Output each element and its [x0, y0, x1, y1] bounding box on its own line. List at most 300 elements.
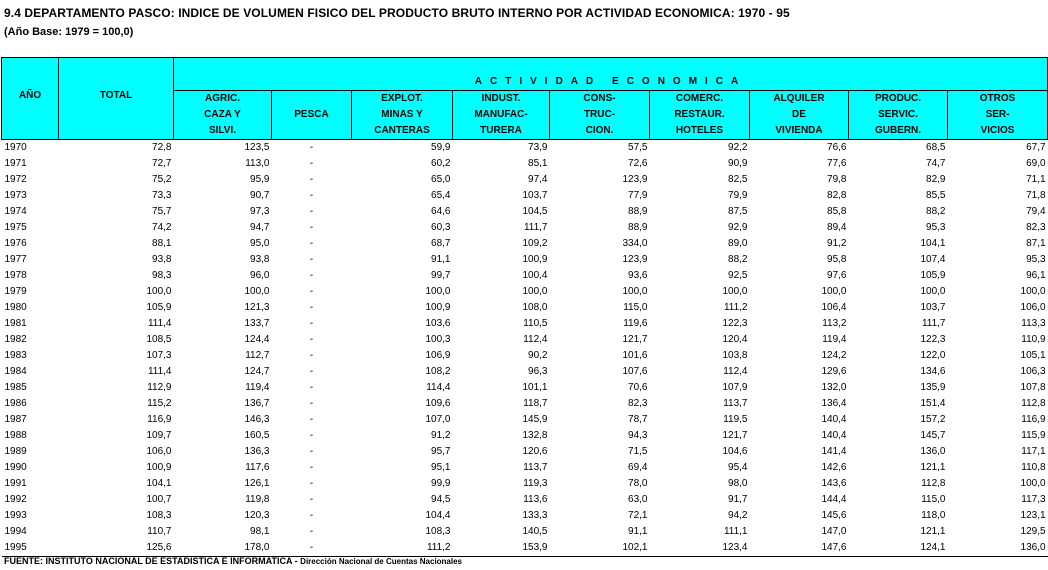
table-row — [2, 300, 1048, 316]
table-cell: 60,2 — [431, 158, 451, 169]
row-year: 1976 — [4, 238, 27, 249]
table-cell: - — [309, 270, 314, 281]
table-row — [2, 428, 1048, 444]
table-cell: 82,9 — [926, 174, 946, 185]
table-cell: 106,0 — [146, 446, 172, 457]
table-cell: 133,7 — [244, 318, 270, 329]
table-cell: - — [309, 206, 314, 217]
table-cell: 141,4 — [821, 446, 847, 457]
table-cell: 96,3 — [528, 366, 548, 377]
table-subtitle: (Año Base: 1979 = 100,0) — [4, 26, 134, 38]
header-col-1 — [272, 91, 352, 140]
table-cell: 113,7 — [523, 462, 548, 473]
table-cell: 91,2 — [827, 238, 847, 249]
table-cell: 125,6 — [59, 540, 174, 557]
table-cell: 75,7 — [152, 206, 172, 217]
header-line: SER- — [985, 109, 1010, 120]
header-line: RESTAUR. — [674, 109, 725, 120]
header-col-5 — [650, 91, 750, 140]
table-cell: 79,9 — [728, 190, 748, 201]
table-cell: - — [309, 414, 314, 425]
table-cell: 136,0 — [920, 446, 946, 457]
table-cell: 68,7 — [431, 238, 451, 249]
table-cell: 116,9 — [147, 414, 172, 425]
table-cell: 151,4 — [920, 398, 946, 409]
table-cell: 121,3 — [244, 302, 270, 313]
table-cell: 108,3 — [146, 510, 172, 521]
table-cell: 129,5 — [1020, 526, 1046, 537]
table-cell: 121,1 — [920, 526, 946, 537]
table-cell: 110,9 — [1021, 334, 1046, 345]
table-cell: 88,9 — [628, 222, 648, 233]
table-cell: 91,7 — [728, 494, 748, 505]
row-year: 1987 — [4, 414, 27, 425]
table-cell: 75,2 — [152, 174, 172, 185]
table-cell: - — [309, 478, 314, 489]
table-header — [2, 58, 1048, 140]
table-cell: 103,6 — [425, 318, 451, 329]
table-cell: 112,9 — [147, 382, 172, 393]
table-cell: 123,1 — [1020, 510, 1046, 521]
table-cell: - — [272, 540, 352, 557]
table-row — [2, 252, 1048, 268]
table-cell: 100,0 — [722, 286, 748, 297]
table-cell: 99,7 — [431, 270, 451, 281]
table-cell: 108,2 — [425, 366, 451, 377]
table-cell: 136,4 — [821, 398, 847, 409]
table-cell: 136,7 — [244, 398, 270, 409]
table-cell: 65,0 — [431, 174, 451, 185]
table-cell: 100,0 — [244, 286, 270, 297]
table-cell: 82,8 — [827, 190, 847, 201]
table-cell: 121,1 — [920, 462, 946, 473]
header-line: VIVIENDA — [775, 125, 823, 136]
source-label: FUENTE: INSTITUTO NACIONAL DE ESTADISTICA E INFORMATICA - — [4, 556, 301, 566]
table-cell: 123,4 — [650, 540, 750, 557]
table-cell: - — [309, 494, 314, 505]
table-cell: 110,5 — [523, 318, 548, 329]
table-cell: 122,0 — [920, 350, 946, 361]
table-cell: 122,3 — [722, 318, 748, 329]
header-col-6 — [750, 91, 849, 140]
header-line: SERVIC. — [878, 109, 918, 120]
table-cell: 95,7 — [431, 446, 451, 457]
row-year: 1983 — [4, 350, 27, 361]
table-cell: 85,8 — [827, 206, 847, 217]
table-cell: 87,5 — [728, 206, 748, 217]
header-line: PRODUC. — [874, 93, 922, 104]
table-cell: 115,0 — [623, 302, 648, 313]
table-row — [2, 476, 1048, 492]
table-cell: 111,4 — [147, 318, 172, 329]
table-cell: 120,3 — [244, 510, 270, 521]
table-cell: 111,2 — [723, 302, 748, 313]
source-note — [4, 556, 462, 566]
table-cell: 105,1 — [1020, 350, 1046, 361]
table-cell: 64,6 — [431, 206, 451, 217]
table-cell: 113,6 — [523, 494, 548, 505]
table-cell: 94,2 — [728, 510, 748, 521]
header-line: EXPLOT. — [381, 93, 423, 104]
table-cell: 65,4 — [431, 190, 451, 201]
table-cell: - — [309, 142, 314, 153]
table-cell: 115,0 — [921, 494, 946, 505]
table-cell: 113,2 — [822, 318, 847, 329]
table-cell: 91,1 — [628, 526, 648, 537]
table-cell: 106,9 — [425, 350, 451, 361]
header-line: VICIOS — [980, 125, 1015, 136]
table-cell: 113,7 — [723, 398, 748, 409]
table-row — [2, 236, 1048, 252]
table-cell: 147,6 — [750, 540, 849, 557]
table-cell: 85,1 — [528, 158, 548, 169]
table-cell: 146,3 — [244, 414, 270, 425]
table-cell: 116,9 — [1021, 414, 1046, 425]
table-cell: 95,8 — [827, 254, 847, 265]
table-cell: 144,4 — [821, 494, 847, 505]
header-line: CAZA Y — [204, 109, 241, 120]
table-cell: 77,6 — [827, 158, 847, 169]
table-cell: 90,2 — [528, 350, 548, 361]
table-cell: 71,5 — [628, 446, 648, 457]
table-cell: 136,0 — [948, 540, 1048, 557]
table-cell: 71,8 — [1026, 190, 1046, 201]
table-cell: 124,1 — [849, 540, 948, 557]
table-cell: 74,2 — [152, 222, 172, 233]
table-cell: 107,0 — [425, 414, 451, 425]
table-cell: 105,9 — [146, 302, 172, 313]
table-cell: 88,1 — [152, 238, 172, 249]
table-cell: 98,0 — [728, 478, 748, 489]
source-sub: Dirección Nacional de Cuentas Nacionales — [300, 557, 463, 566]
table-cell: 120,4 — [722, 334, 748, 345]
table-cell: 100,9 — [146, 462, 172, 473]
header-line: TURERA — [480, 125, 522, 136]
table-cell: 124,7 — [244, 366, 270, 377]
table-cell: 67,7 — [1026, 142, 1046, 153]
table-cell: - — [309, 302, 314, 313]
table-cell: 73,9 — [528, 142, 548, 153]
table-cell: 95,1 — [431, 462, 451, 473]
table-cell: 93,6 — [628, 270, 648, 281]
table-cell: 92,9 — [728, 222, 748, 233]
table-cell: 100,0 — [1020, 286, 1046, 297]
table-cell: 123,5 — [244, 142, 270, 153]
table-cell: 124,4 — [244, 334, 270, 345]
header-col-0 — [174, 91, 272, 140]
table-cell: 101,6 — [622, 350, 648, 361]
row-year: 1990 — [4, 462, 27, 473]
row-year: 1973 — [4, 190, 27, 201]
table-cell: 119,5 — [723, 414, 748, 425]
header-line: GUBERN. — [874, 125, 922, 136]
table-cell: 104,1 — [920, 238, 946, 249]
table-cell: - — [309, 462, 314, 473]
table-cell: - — [309, 526, 314, 537]
row-year: 1975 — [4, 222, 27, 233]
header-line: SILVI. — [208, 125, 237, 136]
row-year: 1979 — [4, 286, 27, 297]
header-line: MINAS Y — [381, 109, 423, 120]
table-cell: 87,1 — [1026, 238, 1046, 249]
table-cell: 63,0 — [628, 494, 648, 505]
row-year: 1972 — [4, 174, 27, 185]
table-cell: 134,6 — [920, 366, 946, 377]
table-cell: 79,8 — [827, 174, 847, 185]
table-cell: 72,1 — [628, 510, 648, 521]
table-cell: 111,4 — [147, 366, 172, 377]
table-cell: - — [309, 382, 314, 393]
header-line: CANTERAS — [374, 125, 430, 136]
table-cell: 89,0 — [728, 238, 748, 249]
table-cell: 71,1 — [1026, 174, 1046, 185]
table-cell: 102,1 — [550, 540, 650, 557]
table-cell: 97,6 — [827, 270, 847, 281]
row-year: 1993 — [4, 510, 27, 521]
table-cell: 112,8 — [1021, 398, 1046, 409]
table-cell: 92,5 — [728, 270, 748, 281]
table-cell: 112,4 — [523, 334, 548, 345]
table-cell: 82,3 — [628, 398, 648, 409]
row-year: 1971 — [4, 158, 27, 169]
table-row — [2, 364, 1048, 380]
table-cell: 95,3 — [1026, 254, 1046, 265]
table-cell: 100,9 — [522, 254, 548, 265]
row-year: 1989 — [4, 446, 27, 457]
table-cell: 94,5 — [431, 494, 451, 505]
table-cell: 104,6 — [722, 446, 748, 457]
table-cell: - — [309, 174, 314, 185]
table-cell: 69,4 — [628, 462, 648, 473]
table-cell: 91,1 — [431, 254, 451, 265]
header-col-3 — [453, 91, 550, 140]
table-cell: 98,1 — [250, 526, 270, 537]
table-cell: 97,4 — [528, 174, 548, 185]
row-year: 1985 — [4, 382, 27, 393]
table-cell: 74,7 — [926, 158, 946, 169]
header-line: INDUST. — [481, 93, 521, 104]
table-cell: 118,0 — [921, 510, 946, 521]
table-cell: 96,0 — [250, 270, 270, 281]
table-cell: 147,0 — [821, 526, 847, 537]
table-row — [2, 332, 1048, 348]
table-cell: 104,4 — [425, 510, 451, 521]
table-cell: 89,4 — [827, 222, 847, 233]
header-line: PESCA — [294, 109, 329, 120]
table-cell: 76,6 — [827, 142, 847, 153]
table-cell: - — [309, 286, 314, 297]
table-cell: 117,6 — [245, 462, 270, 473]
table-cell: 100,4 — [522, 270, 548, 281]
table-cell: 115,9 — [1021, 430, 1046, 441]
table-cell: 104,5 — [522, 206, 548, 217]
table-cell: 140,4 — [821, 414, 847, 425]
table-cell: 117,3 — [1021, 494, 1046, 505]
header-line: ALQUILER — [773, 93, 825, 104]
table-cell: 103,7 — [920, 302, 946, 313]
table-cell: 113,3 — [1021, 318, 1046, 329]
table-cell: 72,8 — [152, 142, 172, 153]
table-row — [2, 412, 1048, 428]
table-cell: 133,3 — [522, 510, 548, 521]
row-year: 1982 — [4, 334, 27, 345]
table-cell: 111,7 — [523, 222, 548, 233]
table-cell: 115,2 — [147, 398, 172, 409]
table-cell: 57,5 — [628, 142, 648, 153]
table-cell: 123,9 — [622, 254, 648, 265]
table-row — [2, 380, 1048, 396]
table-cell: 78,0 — [628, 478, 648, 489]
table-cell: 100,0 — [821, 286, 847, 297]
table-cell: 129,6 — [821, 366, 847, 377]
table-cell: 95,0 — [250, 238, 270, 249]
table-row — [2, 540, 1048, 557]
table-cell: 142,6 — [821, 462, 847, 473]
header-total: TOTAL — [59, 58, 174, 140]
table-cell: - — [309, 430, 314, 441]
table-row — [2, 268, 1048, 284]
table-cell: - — [309, 350, 314, 361]
table-row — [2, 220, 1048, 236]
table-cell: 88,2 — [728, 254, 748, 265]
header-line: TRUC- — [583, 109, 616, 120]
table-cell: 77,9 — [628, 190, 648, 201]
table-cell: 97,3 — [250, 206, 270, 217]
header-activity: ACTIVIDAD ECONOMICA — [174, 58, 1048, 91]
table-row — [2, 140, 1048, 157]
table-cell: - — [309, 366, 314, 377]
table-cell: 120,6 — [522, 446, 548, 457]
header-col-8 — [948, 91, 1048, 140]
table-cell: 100,0 — [1020, 478, 1046, 489]
header-line: DE — [792, 109, 806, 120]
header-line: HOTELES — [675, 125, 724, 136]
table-cell: 60,3 — [431, 222, 451, 233]
table-cell: 110,7 — [147, 526, 172, 537]
table-cell: 93,8 — [250, 254, 270, 265]
table-cell: 107,8 — [1020, 382, 1046, 393]
header-line: COMERC. — [675, 93, 724, 104]
row-year: 1981 — [4, 318, 27, 329]
header-line: AGRIC. — [205, 93, 240, 104]
table-cell: 122,3 — [920, 334, 946, 345]
table-cell: 82,5 — [728, 174, 748, 185]
table-cell: 126,1 — [244, 478, 270, 489]
table-cell: 119,3 — [523, 478, 548, 489]
table-cell: - — [309, 334, 314, 345]
table-cell: 90,7 — [250, 190, 270, 201]
table-cell: 132,8 — [522, 430, 548, 441]
table-cell: 96,1 — [1026, 270, 1046, 281]
row-year: 1991 — [4, 478, 27, 489]
table-cell: 85,5 — [926, 190, 946, 201]
table-cell: 105,9 — [920, 270, 946, 281]
table-cell: - — [309, 238, 314, 249]
table-cell: 95,9 — [250, 174, 270, 185]
row-year: 1974 — [4, 206, 27, 217]
table-cell: 109,7 — [146, 430, 172, 441]
row-year: 1978 — [4, 270, 27, 281]
table-cell: 99,9 — [431, 478, 451, 489]
table-cell: 135,9 — [920, 382, 946, 393]
table-cell: - — [309, 398, 314, 409]
table-cell: 106,4 — [821, 302, 847, 313]
row-year: 1986 — [4, 398, 27, 409]
table-cell: 59,9 — [431, 142, 451, 153]
table-cell: - — [309, 222, 314, 233]
table-cell: 88,9 — [628, 206, 648, 217]
table-cell: 68,5 — [926, 142, 946, 153]
table-cell: 119,4 — [245, 382, 270, 393]
table-cell: 90,9 — [728, 158, 748, 169]
table-cell: 113,0 — [245, 158, 270, 169]
header-col-7 — [849, 91, 948, 140]
table-cell: 82,3 — [1026, 222, 1046, 233]
table-cell: 124,2 — [821, 350, 847, 361]
table-cell: 103,7 — [522, 190, 548, 201]
header-col-2 — [352, 91, 453, 140]
table-cell: 145,7 — [920, 430, 946, 441]
table-cell: - — [309, 254, 314, 265]
table-cell: - — [309, 446, 314, 457]
table-cell: 117,1 — [1021, 446, 1046, 457]
header-line: CION. — [585, 125, 614, 136]
table-cell: 157,2 — [920, 414, 946, 425]
table-row — [2, 444, 1048, 460]
row-year: 1992 — [4, 494, 27, 505]
table-cell: 100,3 — [425, 334, 451, 345]
row-year: 1995 — [2, 540, 59, 557]
table-cell: 136,3 — [244, 446, 270, 457]
table-cell: 104,1 — [146, 478, 172, 489]
table-cell: 91,2 — [431, 430, 451, 441]
row-year: 1970 — [4, 142, 27, 153]
table-cell: 153,9 — [453, 540, 550, 557]
table-cell: 72,7 — [152, 158, 172, 169]
table-cell: 93,8 — [152, 254, 172, 265]
table-cell: 160,5 — [244, 430, 270, 441]
table-cell: - — [309, 318, 314, 329]
table-cell: 95,3 — [926, 222, 946, 233]
table-cell: 88,2 — [926, 206, 946, 217]
table-cell: 69,0 — [1026, 158, 1046, 169]
table-row — [2, 188, 1048, 204]
row-year: 1994 — [4, 526, 27, 537]
table-cell: 112,8 — [921, 478, 946, 489]
header-line: OTROS — [979, 93, 1016, 104]
header-col-4 — [550, 91, 650, 140]
table-cell: 334,0 — [622, 238, 648, 249]
row-year: 1980 — [4, 302, 27, 313]
table-body — [2, 140, 1048, 557]
table-row — [2, 460, 1048, 476]
table-cell: 119,4 — [822, 334, 847, 345]
table-cell: 100,0 — [522, 286, 548, 297]
table-cell: 108,5 — [146, 334, 172, 345]
table-cell: 121,7 — [722, 430, 748, 441]
table-cell: 111,7 — [921, 318, 946, 329]
table-row — [2, 316, 1048, 332]
table-cell: 178,0 — [174, 540, 272, 557]
table-cell: 119,8 — [245, 494, 270, 505]
table-cell: 94,7 — [250, 222, 270, 233]
header-line: MANUFAC- — [474, 109, 528, 120]
table-row — [2, 204, 1048, 220]
table-cell: 140,4 — [821, 430, 847, 441]
table-cell: - — [309, 158, 314, 169]
table-cell: 78,7 — [628, 414, 648, 425]
table-row — [2, 172, 1048, 188]
